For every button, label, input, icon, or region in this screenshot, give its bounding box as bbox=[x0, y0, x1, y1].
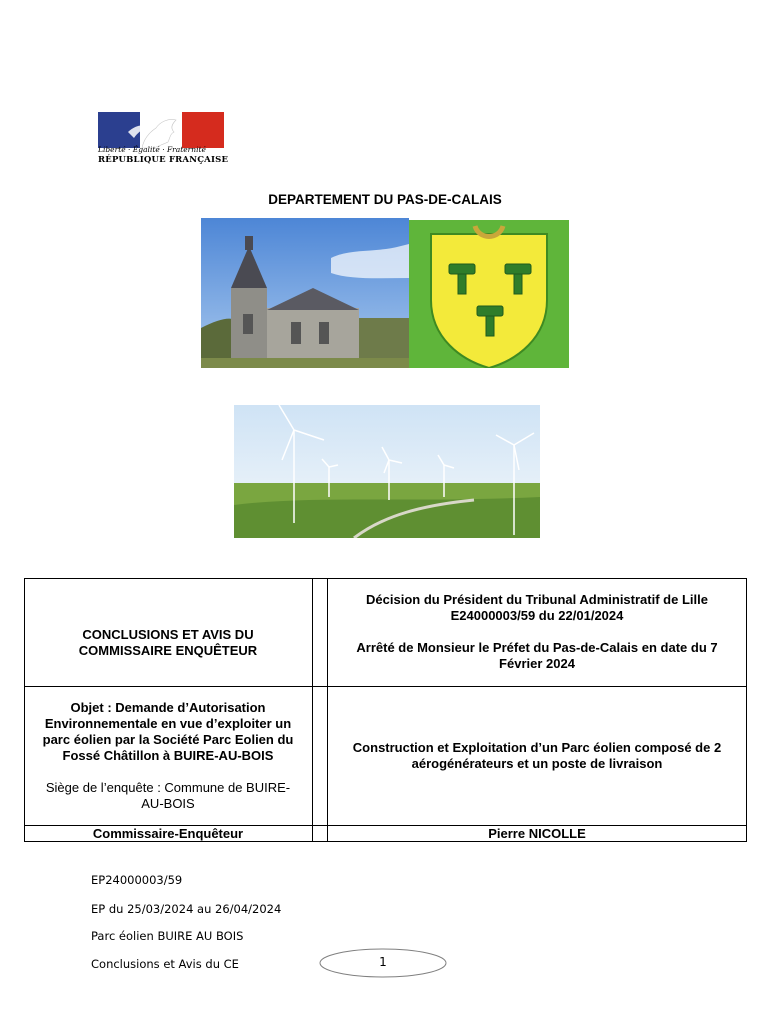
decision-tribunal: Décision du Président du Tribunal Administratif de Lille E24000003/59 du 22/01/2024 bbox=[366, 592, 708, 623]
department-title: DEPARTEMENT DU PAS-DE-CALAIS bbox=[268, 192, 502, 207]
cell-construction bbox=[330, 687, 744, 825]
wind-farm-photo bbox=[234, 405, 540, 538]
table-border-right bbox=[746, 578, 747, 842]
republique-francaise-logo bbox=[92, 88, 228, 176]
footer-dates: EP du 25/03/2024 au 26/04/2024 bbox=[91, 902, 282, 916]
cell-conclusions-title bbox=[26, 608, 310, 678]
construction-text: Construction et Exploitation d’un Parc éolien composé de 2 aérogénérateurs et un poste de livraison bbox=[352, 740, 722, 771]
page-number-badge bbox=[318, 947, 448, 979]
footer-project: Parc éolien BUIRE AU BOIS bbox=[91, 929, 244, 943]
logo-motto: Liberté · Égalité · Fraternité bbox=[98, 145, 206, 154]
marianne-flag-icon bbox=[98, 112, 224, 148]
commissaire-label: Commissaire-Enquêteur bbox=[92, 825, 244, 841]
church-photo bbox=[201, 218, 409, 368]
info-table bbox=[24, 578, 747, 842]
page-number: 1 bbox=[379, 955, 387, 969]
arrete-prefet: Arrêté de Monsieur le Préfet du Pas-de-Calais en date du 7 Février 2024 bbox=[356, 640, 718, 671]
objet-text: Objet : Demande d’Autorisation Environnementale en vue d’exploiter un parc éolien par la Société Parc Eolien du Fossé Châtillon à BUIRE-AU-BOIS bbox=[42, 700, 294, 763]
cell-objet bbox=[26, 687, 310, 825]
conclusions-title: CONCLUSIONS ET AVIS DU COMMISSAIRE ENQUÊTEUR bbox=[78, 627, 258, 658]
footer-document: Conclusions et Avis du CE bbox=[91, 957, 239, 971]
footer-reference: EP24000003/59 bbox=[91, 873, 183, 887]
cell-commissaire-name bbox=[330, 826, 744, 841]
table-divider-1 bbox=[312, 578, 313, 842]
coat-of-arms bbox=[409, 220, 569, 368]
cell-commissaire-label bbox=[26, 826, 310, 841]
table-border-left bbox=[24, 578, 25, 842]
table-divider-2 bbox=[327, 578, 328, 842]
commissaire-name: Pierre NICOLLE bbox=[488, 825, 586, 841]
siege-enquete: Siège de l’enquête : Commune de BUIRE-AU-BOIS bbox=[45, 780, 291, 811]
logo-name: RÉPUBLIQUE FRANÇAISE bbox=[98, 155, 229, 165]
cell-decisions bbox=[330, 578, 744, 686]
